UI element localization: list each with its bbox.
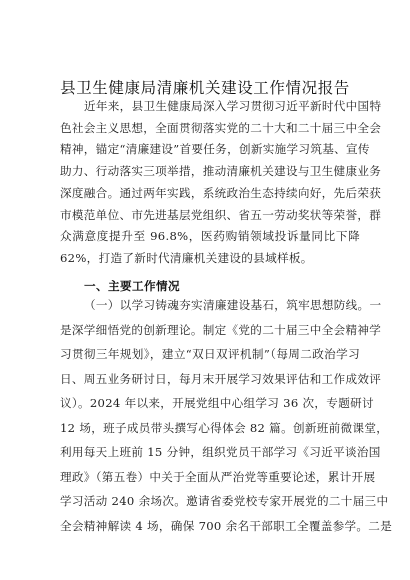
- text-line: 全会精神解读 4 场，确保 700 余名干部职工全覆盖参学。二是: [60, 518, 393, 533]
- text-line: 利用每天上班前 15 分钟，组织党员干部学习《习近平谈治国: [60, 445, 381, 459]
- text-line: 近年来，县卫生健康局深入学习贯彻习近平新时代中国特: [84, 99, 382, 113]
- text-line: 议）。2024 年以来，开展党组中心组学习 36 次，专题研讨: [60, 396, 374, 410]
- text-line: 助力、行动落实三项举措，推动清廉机关建设与卫生健康业务: [60, 164, 382, 179]
- text-line: 理政》（第五卷）中关于全面从严治党等重要论述，累计开展: [60, 469, 376, 484]
- text-line: 深度融合。通过两年实践，系统政治生态持续向好，先后荣获: [60, 185, 382, 200]
- page-title: 县卫生健康局清廉机关建设工作情况报告: [60, 79, 350, 97]
- text-line: 众满意度提升至 96.8%，医药购销领域投诉量同比下降: [60, 229, 360, 244]
- text-line: 精神，锚定“清廉建设”首要任务，创新实施学习筑基、宣传: [60, 142, 370, 157]
- text-line: 学习活动 240 余场次。邀请省委党校专家开展党的二十届三中: [60, 494, 389, 508]
- text-line: 日、周五业务研讨日，每月末开展学习效果评估和工作成效评: [60, 371, 382, 386]
- text-line: 色社会主义思想，全面贯彻落实党的二十大和二十届三中全会: [60, 120, 382, 135]
- section-heading: 一、主要工作情况: [84, 279, 180, 293]
- text-line: 习贯彻三年规划》，建立“双日双评机制”（每周二政治学习: [60, 347, 360, 361]
- text-line: （一）以学习铸魂夯实清廉建设基石，筑牢思想防线。一: [84, 298, 382, 312]
- text-line: 62%，打造了新时代清廉机关建设的县域样板。: [60, 250, 313, 265]
- text-line: 12 场，班子成员带头撰写心得体会 82 篇。创新班前微课堂，: [60, 420, 389, 435]
- text-line: 市模范单位、市先进基层党组织、省五一劳动奖状等荣誉，群: [60, 207, 382, 222]
- text-line: 是深学细悟党的创新理论。制定《党的二十届三中全会精神学: [60, 322, 382, 337]
